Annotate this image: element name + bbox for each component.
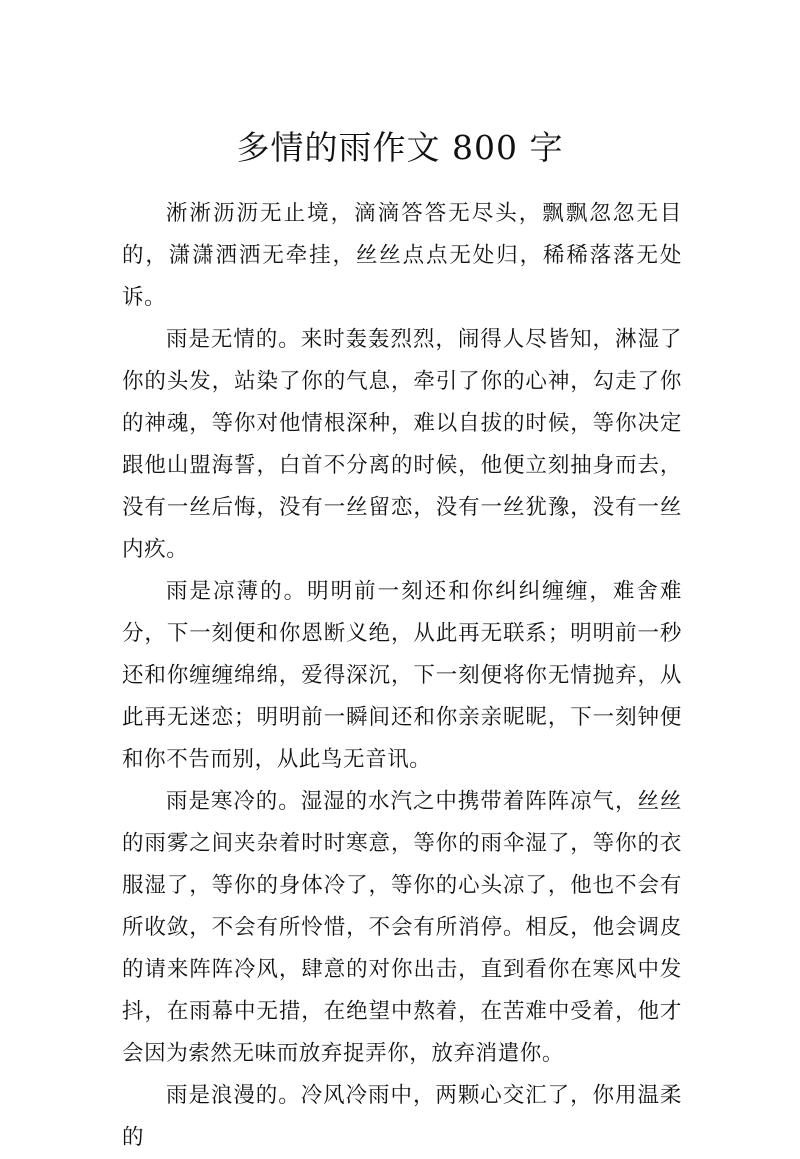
paragraph-2: 雨是无情的。来时轰轰烈烈，闹得人尽皆知，淋湿了你的头发，站染了你的气息，牵引了你的心神，勾走了你的神魂，等你对他情根深种，难以自拔的时候，等你决定跟他山盟海誓，白首不分离的时候，他便立刻抽身而去，没有一丝后悔，没有一丝留恋，没有一丝犹豫，没有一丝内疚。 [122,327,682,562]
document-title: 多情的雨作文 800 字 [236,128,564,167]
paragraph-1: 淅淅沥沥无止境，滴滴答答无尽头，飘飘忽忽无目的，潇潇洒洒无牵挂，丝丝点点无处归，稀稀落落无处诉。 [122,201,682,310]
paragraph-4: 雨是寒冷的。湿湿的水汽之中携带着阵阵凉气，丝丝的雨雾之间夹杂着时时寒意，等你的雨伞湿了，等你的衣服湿了，等你的身体冷了，等你的心头凉了，他也不会有所收敛，不会有所怜惜，不会有所消停。相反，他会调皮的请来阵阵冷风，肆意的对你出击，直到看你在寒风中发抖，在雨幕中无措，在绝望中熬着，在苦难中受着，他才会因为索然无味而放弃捉弄你，放弃消遣你。 [122,789,682,1066]
document-body [122,193,682,1159]
paragraph-5: 雨是浪漫的。冷风冷雨中，两颗心交汇了，你用温柔的 [122,1083,682,1150]
paragraph-3: 雨是凉薄的。明明前一刻还和你纠纠缠缠，难舍难分，下一刻便和你恩断义绝，从此再无联系；明明前一秒还和你缠缠绵绵，爱得深沉，下一刻便将你无情抛弃，从此再无迷恋；明明前一瞬间还和你亲亲昵昵，下一刻钟便和你不告而别，从此鸟无音讯。 [122,579,682,772]
